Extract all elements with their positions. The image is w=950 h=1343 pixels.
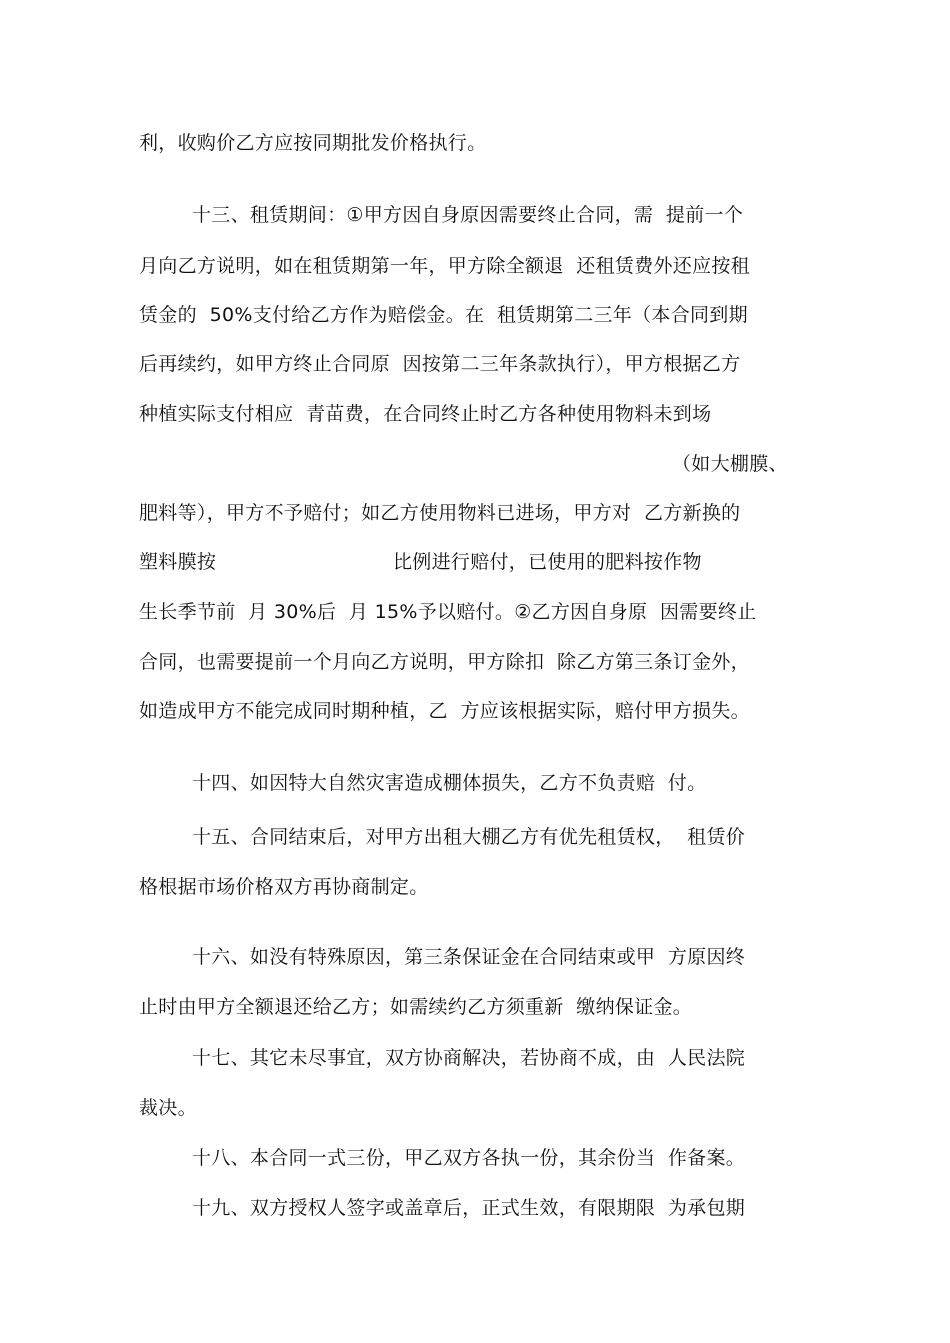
clause-13-line-7: 肥料等），甲方不予赔付；如乙方使用物料已进场，甲方对 乙方新换的	[139, 502, 741, 524]
clause-13-line-2: 月向乙方说明，如在租赁期第一年，甲方除全额退 还租赁费外还应按租	[139, 255, 750, 277]
clause-13-line-11: 如造成甲方不能完成同时期种植，乙 方应该根据实际，赔付甲方损失。	[139, 700, 750, 722]
clause-13-line-8b: 比例进行赔付，已使用的肥料按作物	[393, 551, 702, 573]
clause-18-line-1: 十八、本合同一式三份，甲乙双方各执一份，其余份当 作备案。	[192, 1147, 746, 1169]
clause-13-line-1: 十三、租赁期间：①甲方因自身原因需要终止合同，需 提前一个	[192, 204, 744, 226]
clause-15-line-2: 格根据市场价格双方再协商制定。	[139, 876, 429, 898]
clause-13-line-8a: 塑料膜按	[139, 551, 217, 573]
clause-17-line-1: 十七、其它未尽事宜，双方协商解决，若协商不成，由 人民法院	[192, 1047, 746, 1069]
text-line-1: 利，收购价乙方应按同期批发价格执行。	[139, 132, 487, 154]
clause-13-line-4: 后再续约，如甲方终止合同原 因按第二三年条款执行），甲方根据乙方	[139, 353, 741, 375]
clause-13-line-9: 生长季节前 月 30%后 月 15%予以赔付。②乙方因自身原 因需要终止	[139, 601, 757, 623]
clause-19-line-1: 十九、双方授权人签字或盖章后，正式生效，有限期限 为承包期	[192, 1197, 746, 1219]
clause-16-line-1: 十六、如没有特殊原因，第三条保证金在合同结束或甲 方原因终	[192, 946, 746, 968]
clause-13-line-6: （如大棚膜、	[672, 453, 788, 475]
clause-13-line-5: 种植实际支付相应 青苗费，在合同终止时乙方各种使用物料未到场	[139, 403, 712, 425]
clause-17-line-2: 裁决。	[139, 1097, 197, 1119]
clause-14-line-1: 十四、如因特大自然灾害造成棚体损失，乙方不负责赔 付。	[192, 772, 707, 794]
clause-13-line-10: 合同，也需要提前一个月向乙方说明，甲方除扣 除乙方第三条订金外，	[139, 651, 750, 673]
clause-13-line-3: 赁金的 50%支付给乙方作为赔偿金。在 租赁期第二三年（本合同到期	[139, 304, 748, 326]
clause-15-line-1: 十五、合同结束后，对甲方出租大棚乙方有优先租赁权， 租赁价	[192, 826, 746, 848]
clause-16-line-2: 止时由甲方全额退还给乙方；如需续约乙方须重新 缴纳保证金。	[139, 996, 693, 1018]
